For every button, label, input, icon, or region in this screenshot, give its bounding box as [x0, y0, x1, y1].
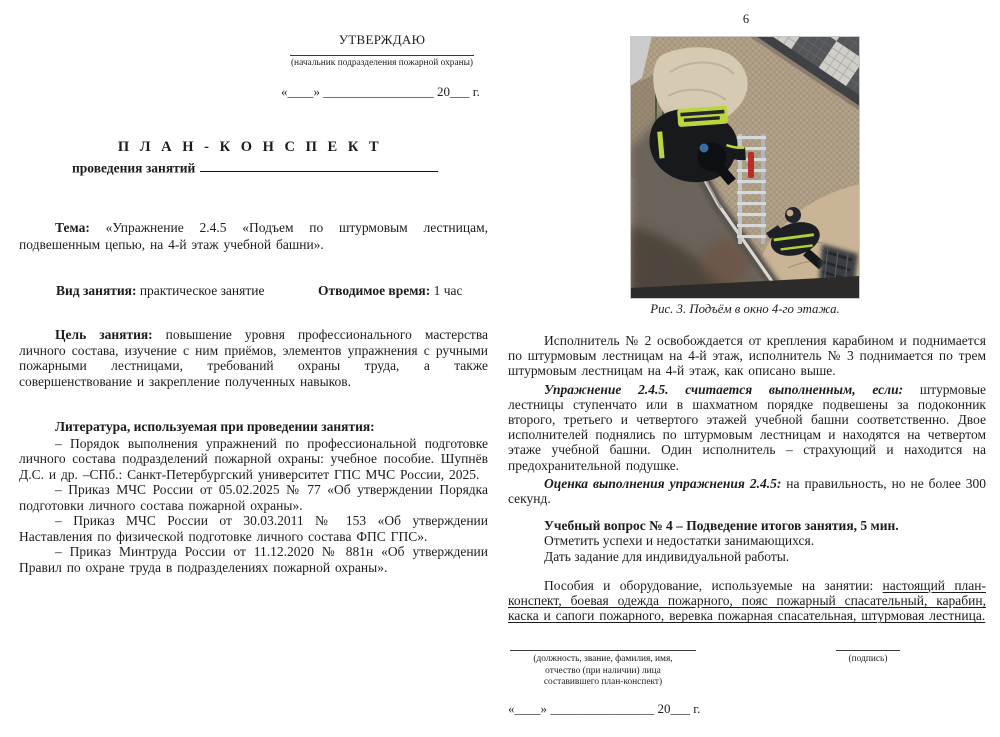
training-photo-illustration: [630, 36, 860, 299]
document-title: П Л А Н - К О Н С П Е К Т: [117, 139, 383, 155]
page-right: [500, 0, 1000, 737]
topic-paragraph: [19, 219, 488, 253]
lesson-type-label: Вид занятия:: [56, 283, 137, 298]
topic-text: «Упражнение 2.4.5 «Подъем по штурмовым лестницам, подвешенным цепью, на 4-й этаж учебной башни».: [19, 220, 489, 252]
signature-blank-line: [510, 650, 696, 651]
literature-item: – Приказ МЧС России от 05.02.2025 № 77 «Об утверждении Порядка подготовки личного состава пожарной охраны».: [19, 482, 488, 513]
equipment-list: настоящий план-конспект, боевая одежда пожарного, пояс пожарный спасательный, карабин, каска и сапоги пожарного, веревка пожарная спасательная, штурмовая лестница.: [508, 578, 986, 624]
signature-author-caption: составившего план-конспект): [543, 677, 663, 687]
signature-author-caption: отчество (при наличии) лица: [545, 665, 661, 676]
question-4-line: Дать задание для индивидуальной работы.: [544, 548, 790, 564]
goal-label: Цель занятия:: [55, 327, 153, 342]
equipment-lead: Пособия и оборудование, используемые на занятии:: [544, 578, 874, 593]
blank-line: [200, 160, 438, 172]
question-4-block: [544, 518, 986, 564]
lesson-time-value: 1 час: [433, 283, 463, 298]
lesson-time-label: Отводимое время:: [318, 283, 431, 298]
paragraph-evaluation: [508, 476, 986, 506]
question-4-line: Отметить успехи и недостатки занимающихся.: [544, 533, 815, 549]
completion-criteria-text: штурмовые лестницы ступенчато или в шахматном порядке подвешены за подоконник второго, третьего и четвертого этажей учебной башни соответственно. Двое исполнителей поднялись по штурмовым лестницам и находятся на четвертом этаже учебной башни. Один исполнитель – страхующий и находится на предохранительной подушке.: [508, 381, 987, 473]
paragraph-completion-criteria: [508, 382, 986, 473]
lesson-type-value: практическое занятие: [139, 283, 265, 298]
evaluation-lead: Оценка выполнения упражнения 2.4.5:: [544, 475, 782, 491]
figure-caption: Рис. 3. Подъём в окно 4-го этажа.: [650, 302, 840, 316]
signature-sign-block: [836, 650, 900, 666]
lesson-time: [318, 283, 463, 299]
body-text: [508, 333, 986, 509]
approval-date-line: «____» _________________ 20___ г.: [281, 83, 480, 99]
signature-blank-line: [290, 55, 474, 56]
goal-paragraph: [19, 327, 488, 389]
completion-criteria-lead: Упражнение 2.4.5. считается выполненным, если:: [544, 381, 904, 397]
lesson-type: [56, 283, 264, 299]
literature-item: – Приказ МЧС России от 30.03.2011 № 153 «Об утверждении Наставления по физической подготовке личного состава ФПС ГПС».: [19, 513, 488, 544]
literature-item: – Порядок выполнения упражнений по профессиональной подготовке личного состава подразделений пожарной охраны: учебное пособие. Шупнёв Д.С. и др. –СПб.: Санкт-Петербургский университет ГПС МЧС России, 2025.: [19, 435, 488, 482]
approval-title: УТВЕРЖДАЮ: [338, 32, 426, 47]
page-number: 6: [742, 12, 750, 26]
signature-author-caption: (должность, звание, фамилия, имя,: [533, 654, 673, 664]
signature-blank-line: [836, 650, 900, 651]
document-subtitle: [72, 160, 438, 176]
literature-item: – Приказ Минтруда России от 11.12.2020 № 881н «Об утверждении Правил по охране труда в подразделениях пожарной охраны».: [19, 544, 488, 575]
signature-author-block: [510, 650, 696, 689]
literature-heading: Литература, используемая при проведении занятия:: [55, 419, 375, 434]
literature-section: [19, 419, 488, 575]
goal-text: повышение уровня профессионального мастерства личного состава, изучение с ним приёмов, элементов упражнения с ручными пожарными лестницами, требований охраны труда, а также совершенствование и закрепление полученных навыков.: [19, 327, 489, 389]
signature-sign-caption: (подпись): [848, 654, 888, 664]
evaluation-text: на правильность, но не более 300 секунд.: [508, 475, 987, 507]
approval-block: [281, 32, 483, 99]
approval-subtitle: (начальник подразделения пожарной охраны): [290, 57, 474, 68]
figure-photo: [630, 36, 860, 299]
question-4-heading: Учебный вопрос № 4 – Подведение итогов занятия, 5 мин.: [544, 518, 899, 533]
document-subtitle-label: проведения занятий: [72, 160, 196, 176]
equipment-paragraph: [508, 578, 986, 624]
paragraph-executor: Исполнитель № 2 освобождается от крепления карабином и поднимается по штурмовым лестницам на 4-й этаж, исполнитель № 3 поднимается по трем штурмовым лестницам на 4-й этаж, как описано выше.: [508, 333, 986, 379]
topic-label: Тема:: [55, 220, 90, 235]
date-line: «____» ________________ 20___ г.: [508, 701, 701, 716]
